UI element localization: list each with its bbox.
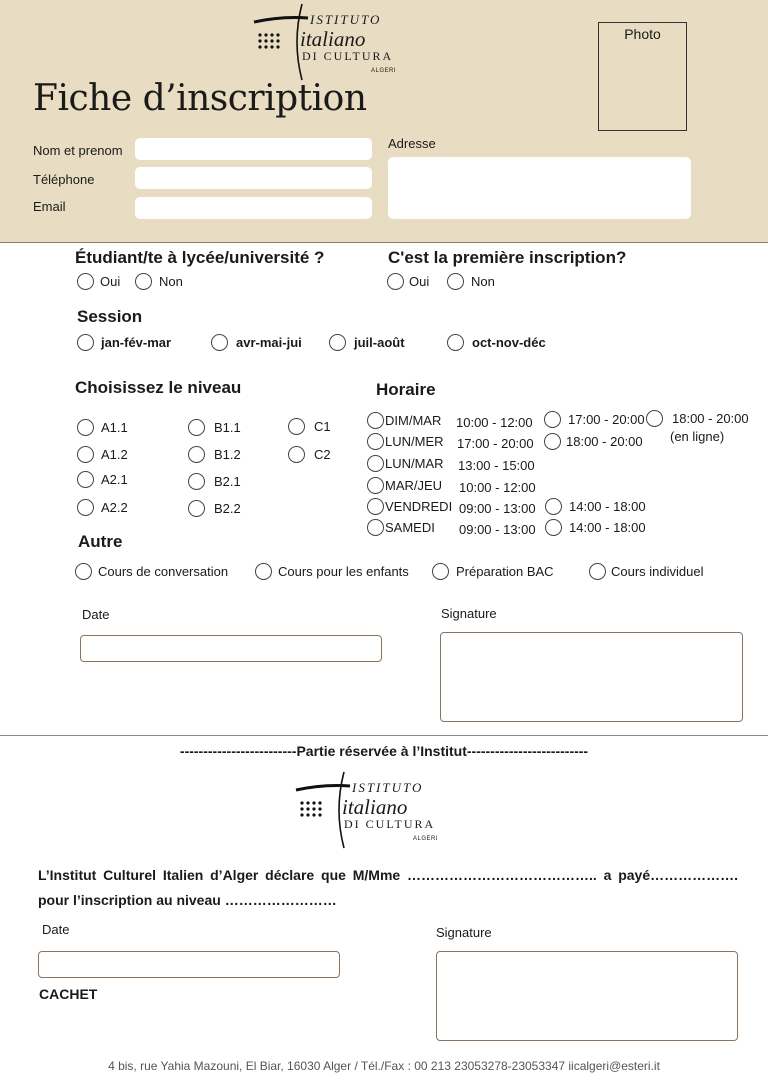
institute-logo bbox=[252, 2, 412, 82]
option-label: A1.1 bbox=[101, 420, 128, 435]
radio-icon bbox=[432, 563, 449, 580]
address-field[interactable] bbox=[388, 157, 691, 219]
level-b22-radio[interactable] bbox=[188, 500, 241, 517]
schedule-day: LUN/MAR bbox=[385, 456, 444, 471]
schedule-samedi-pm-radio[interactable] bbox=[545, 519, 646, 536]
radio-icon bbox=[329, 334, 346, 351]
radio-icon bbox=[188, 419, 205, 436]
option-label: B2.1 bbox=[214, 474, 241, 489]
payment-declaration: L’Institut Culturel Italien d’Alger déclare que M/Mme ………………………………….. a payé………………. pour l’inscription au niveau …………………… bbox=[38, 867, 738, 908]
schedule-time: 18:00 - 20:00 bbox=[672, 411, 749, 426]
schedule-time: 13:00 - 15:00 bbox=[458, 458, 535, 473]
level-b11-radio[interactable] bbox=[188, 419, 241, 436]
level-c1-radio[interactable] bbox=[288, 418, 331, 435]
option-label: Non bbox=[471, 274, 495, 289]
photo-box[interactable] bbox=[598, 22, 687, 131]
radio-icon bbox=[255, 563, 272, 580]
option-label: juil-août bbox=[354, 335, 405, 350]
radio-icon bbox=[367, 433, 384, 450]
session-option-juil[interactable] bbox=[329, 334, 405, 351]
schedule-online-note: (en ligne) bbox=[670, 429, 725, 444]
level-b12-radio[interactable] bbox=[188, 446, 241, 463]
logo-text-italiano: italiano bbox=[342, 795, 408, 819]
other-children-radio[interactable] bbox=[255, 563, 409, 580]
reserved-heading: -------------------------Partie réservée à l’Institut-------------------------- bbox=[179, 743, 589, 759]
logo-text-italiano: italiano bbox=[300, 27, 366, 51]
option-label: Préparation BAC bbox=[456, 564, 554, 579]
schedule-lunmer-radio[interactable] bbox=[367, 433, 444, 450]
radio-icon bbox=[545, 519, 562, 536]
option-label: avr-mai-jui bbox=[236, 335, 302, 350]
level-a11-radio[interactable] bbox=[77, 419, 128, 436]
radio-icon bbox=[77, 419, 94, 436]
radio-icon bbox=[77, 446, 94, 463]
signature-field[interactable] bbox=[440, 632, 743, 722]
first-registration-question: C'est la première inscription? bbox=[388, 248, 627, 267]
date-field[interactable] bbox=[80, 635, 382, 662]
schedule-samedi-radio[interactable] bbox=[367, 519, 435, 536]
student-no-radio[interactable] bbox=[135, 273, 183, 290]
radio-icon bbox=[367, 519, 384, 536]
radio-icon bbox=[288, 418, 305, 435]
option-label: B2.2 bbox=[214, 501, 241, 516]
session-heading: Session bbox=[77, 307, 143, 326]
logo-text-cultura: DI CULTURA bbox=[302, 49, 394, 63]
schedule-day: VENDREDI bbox=[385, 499, 453, 514]
level-c2-radio[interactable] bbox=[288, 446, 331, 463]
option-label: B1.1 bbox=[214, 420, 241, 435]
radio-icon bbox=[367, 455, 384, 472]
institute-logo-bottom bbox=[294, 770, 454, 850]
date-label: Date bbox=[82, 607, 110, 622]
option-label: Oui bbox=[100, 274, 121, 289]
session-option-oct[interactable] bbox=[447, 334, 546, 351]
option-label: A2.1 bbox=[101, 472, 128, 487]
radio-icon bbox=[367, 412, 384, 429]
first-yes-radio[interactable] bbox=[387, 273, 429, 290]
radio-icon bbox=[77, 334, 94, 351]
radio-icon bbox=[188, 473, 205, 490]
reserved-signature-label: Signature bbox=[436, 925, 492, 940]
cachet-label: CACHET bbox=[39, 986, 98, 1002]
radio-icon bbox=[77, 499, 94, 516]
other-conversation-radio[interactable] bbox=[75, 563, 228, 580]
option-label: Non bbox=[159, 274, 183, 289]
level-a22-radio[interactable] bbox=[77, 499, 128, 516]
other-individual-radio[interactable] bbox=[589, 563, 704, 580]
schedule-dimmar-evening-radio[interactable] bbox=[544, 411, 645, 428]
radio-icon bbox=[367, 477, 384, 494]
schedule-time: 17:00 - 20:00 bbox=[568, 412, 645, 427]
radio-icon bbox=[544, 433, 561, 450]
radio-icon bbox=[646, 410, 663, 427]
radio-icon bbox=[77, 471, 94, 488]
radio-icon bbox=[387, 273, 404, 290]
option-label: oct-nov-déc bbox=[472, 335, 546, 350]
radio-icon bbox=[367, 498, 384, 515]
schedule-time: 17:00 - 20:00 bbox=[457, 436, 534, 451]
footer-address: 4 bis, rue Yahia Mazouni, El Biar, 16030 Alger / Tél./Fax : 00 213 23053278-23053347 iicalgeri@esteri.it bbox=[108, 1059, 660, 1073]
radio-icon bbox=[447, 273, 464, 290]
radio-icon bbox=[589, 563, 606, 580]
schedule-time: 14:00 - 18:00 bbox=[569, 499, 646, 514]
name-label: Nom et prenom bbox=[33, 143, 123, 158]
level-heading: Choisissez le niveau bbox=[75, 378, 242, 397]
reserved-signature-field[interactable] bbox=[436, 951, 738, 1041]
section-divider bbox=[0, 735, 768, 736]
schedule-vendredi-radio[interactable] bbox=[367, 498, 452, 515]
other-bac-radio[interactable] bbox=[432, 563, 554, 580]
logo-text-algeri: ALGERI bbox=[371, 68, 397, 74]
option-label: C1 bbox=[314, 419, 331, 434]
schedule-day: DIM/MAR bbox=[385, 413, 442, 428]
schedule-heading: Horaire bbox=[376, 380, 436, 399]
schedule-day: LUN/MER bbox=[385, 434, 444, 449]
radio-icon bbox=[188, 500, 205, 517]
schedule-time: 09:00 - 13:00 bbox=[459, 501, 536, 516]
option-label: Oui bbox=[409, 274, 430, 289]
photo-label: Photo bbox=[624, 26, 661, 42]
radio-icon bbox=[75, 563, 92, 580]
schedule-vendredi-pm-radio[interactable] bbox=[545, 498, 646, 515]
schedule-time: 18:00 - 20:00 bbox=[566, 434, 643, 449]
level-b21-radio[interactable] bbox=[188, 473, 241, 490]
phone-label: Téléphone bbox=[33, 172, 95, 187]
option-label: A2.2 bbox=[101, 500, 128, 515]
option-label: jan-fév-mar bbox=[101, 335, 172, 350]
radio-icon bbox=[544, 411, 561, 428]
schedule-time: 10:00 - 12:00 bbox=[456, 415, 533, 430]
schedule-time: 09:00 - 13:00 bbox=[459, 522, 536, 537]
reserved-date-label: Date bbox=[42, 922, 70, 937]
other-heading: Autre bbox=[78, 532, 123, 551]
logo-text-istituto: ISTITUTO bbox=[310, 12, 382, 27]
radio-icon bbox=[188, 446, 205, 463]
schedule-day: MAR/JEU bbox=[385, 478, 443, 493]
name-field[interactable] bbox=[135, 138, 372, 160]
radio-icon bbox=[545, 498, 562, 515]
schedule-online-radio[interactable] bbox=[646, 410, 749, 427]
page-title: Fiche d’inscription bbox=[33, 78, 367, 119]
schedule-dimmar-radio[interactable] bbox=[367, 412, 441, 429]
schedule-lunmar-radio[interactable] bbox=[367, 455, 444, 472]
option-label: B1.2 bbox=[214, 447, 241, 462]
student-yes-radio[interactable] bbox=[77, 273, 120, 290]
option-label: Cours individuel bbox=[611, 564, 704, 579]
session-option-avr[interactable] bbox=[211, 334, 302, 351]
schedule-marjeu-radio[interactable] bbox=[367, 477, 442, 494]
logo-text-algeri: ALGERI bbox=[413, 836, 439, 842]
option-label: A1.2 bbox=[101, 447, 128, 462]
logo-text-cultura: DI CULTURA bbox=[344, 817, 436, 831]
option-label: C2 bbox=[314, 447, 331, 462]
signature-label: Signature bbox=[441, 606, 497, 621]
level-a21-radio[interactable] bbox=[77, 471, 128, 488]
schedule-day: SAMEDI bbox=[385, 520, 435, 535]
schedule-time: 14:00 - 18:00 bbox=[569, 520, 646, 535]
email-field[interactable] bbox=[135, 197, 372, 219]
logo-text-istituto: ISTITUTO bbox=[352, 780, 424, 795]
level-a12-radio[interactable] bbox=[77, 446, 128, 463]
radio-icon bbox=[77, 273, 94, 290]
radio-icon bbox=[135, 273, 152, 290]
first-no-radio[interactable] bbox=[447, 273, 495, 290]
schedule-time: 10:00 - 12:00 bbox=[459, 480, 536, 495]
address-label: Adresse bbox=[388, 136, 436, 151]
option-label: Cours de conversation bbox=[98, 564, 229, 579]
radio-icon bbox=[288, 446, 305, 463]
session-option-jan[interactable] bbox=[77, 334, 171, 351]
reserved-date-field[interactable] bbox=[38, 951, 340, 978]
option-label: Cours pour les enfants bbox=[278, 564, 409, 579]
phone-field[interactable] bbox=[135, 167, 372, 189]
radio-icon bbox=[211, 334, 228, 351]
radio-icon bbox=[447, 334, 464, 351]
email-label: Email bbox=[33, 199, 66, 214]
student-question: Étudiant/te à lycée/université ? bbox=[75, 248, 325, 267]
schedule-lunmer-late-radio[interactable] bbox=[544, 433, 643, 450]
